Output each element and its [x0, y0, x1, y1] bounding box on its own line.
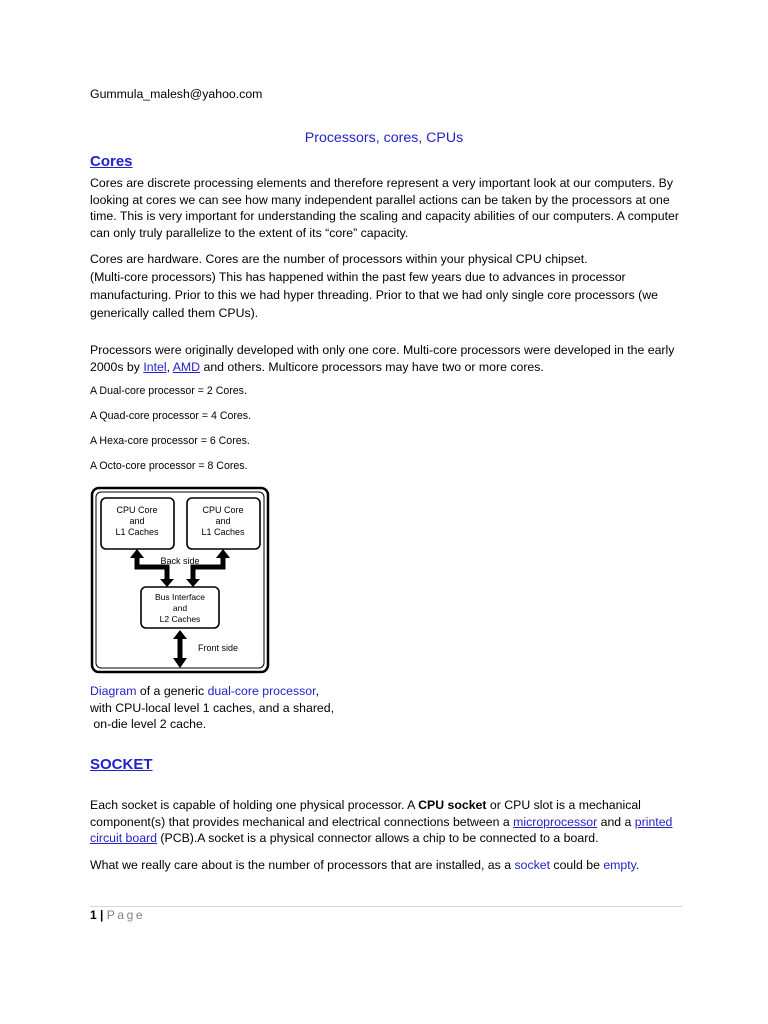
- cpu-core-1-label: CPU Core: [116, 505, 158, 515]
- socket-text: or CPU slot is a mechanical component(s) that provides mechanical and electrical connections between a: [90, 798, 641, 829]
- socket-text: What we really care about is the number of processors that are installed, as a: [90, 858, 515, 872]
- page-title: Processors, cores, CPUs: [304, 130, 464, 146]
- footer-divider: [90, 906, 682, 907]
- cpu-core-2-and: and: [215, 516, 231, 526]
- cpu-core-2-label: CPU Core: [202, 505, 244, 515]
- dual-core-link[interactable]: dual-core processor: [207, 684, 316, 698]
- printed-circuit-board-link[interactable]: printed circuit board: [90, 814, 673, 845]
- cores-paragraph-2-line-1: Cores are hardware. Cores are the number of processors within your physical CPU chipset.: [90, 252, 588, 266]
- cores-paragraph-2: [90, 250, 690, 322]
- cores-paragraph-1: Cores are discrete processing elements and therefore represent a very important look at our computers. By looking at cores we can see how many independent parallel actions can be taken by the processors at one time. This is very important for understanding the scaling and capacity abilities of our computers. A computer can only truly parallelize to the extent of its “core” capacity.: [90, 176, 679, 240]
- footer-separator: |: [96, 908, 107, 922]
- socket-heading[interactable]: SOCKET: [90, 756, 153, 773]
- caption-line-3: on-die level 2 cache.: [90, 717, 207, 731]
- socket-paragraph-1: [90, 797, 690, 847]
- comma-text: ,: [166, 359, 173, 374]
- core-count-item: A Hexa-core processor = 6 Cores.: [90, 435, 250, 447]
- cores-paragraph-3: [90, 342, 690, 375]
- caption-line-1: [90, 683, 690, 700]
- diagram-link[interactable]: Diagram: [90, 684, 137, 698]
- socket-text: .: [635, 858, 640, 872]
- front-side-label: Front side: [197, 643, 239, 653]
- caption-text: of a generic: [136, 684, 208, 698]
- amd-link[interactable]: AMD: [172, 359, 201, 374]
- core-count-item: A Dual-core processor = 2 Cores.: [90, 385, 247, 397]
- microprocessor-link[interactable]: microprocessor: [513, 814, 598, 829]
- cpu-core-1-and: and: [129, 516, 145, 526]
- cores-paragraph-3-end: and others. Multicore processors may have two or more cores.: [200, 359, 544, 374]
- cores-heading[interactable]: Cores: [90, 153, 133, 170]
- intel-link[interactable]: Intel: [143, 359, 167, 374]
- author-email: Gummula_malesh@yahoo.com: [90, 87, 263, 101]
- caption-comma: ,: [315, 684, 319, 698]
- dual-core-diagram: [90, 486, 272, 676]
- cores-paragraph-2-rest: (Multi-core processors) This has happened within the past few years due to advances in processor manufacturing. Prior to this we had hyper threading. Prior to that we had only single core processors (we generically called them CPUs).: [90, 270, 658, 320]
- page-footer: [90, 908, 145, 922]
- socket-text: (PCB).A socket is a physical connector allows a chip to be connected to a board.: [156, 831, 599, 845]
- bus-interface-caches: L2 Caches: [159, 614, 201, 624]
- cpu-socket-term: CPU socket: [418, 798, 487, 812]
- page-number: 1: [90, 908, 97, 922]
- page-label: Page: [106, 908, 146, 922]
- back-side-label: Back side: [160, 556, 200, 566]
- cpu-core-2-caches: L1 Caches: [201, 527, 245, 537]
- bus-interface-label: Bus Interface: [154, 592, 206, 602]
- socket-text: Each socket is capable of holding one physical processor. A: [90, 798, 419, 812]
- empty-link[interactable]: empty: [603, 858, 636, 872]
- caption-line-2: with CPU-local level 1 caches, and a shared,: [90, 700, 335, 715]
- core-count-item: A Quad-core processor = 4 Cores.: [90, 410, 252, 422]
- socket-paragraph-2: [90, 857, 690, 874]
- socket-text: could be: [550, 858, 604, 872]
- diagram-caption: [90, 683, 690, 733]
- socket-text: and a: [597, 814, 635, 829]
- cores-paragraph-3-text: Processors were originally developed with only one core. Multi-core processors were developed in the early 2000s by: [90, 343, 675, 374]
- socket-link[interactable]: socket: [514, 858, 550, 872]
- cpu-core-1-caches: L1 Caches: [115, 527, 159, 537]
- core-count-item: A Octo-core processor = 8 Cores.: [90, 460, 248, 472]
- bus-interface-and: and: [172, 603, 188, 613]
